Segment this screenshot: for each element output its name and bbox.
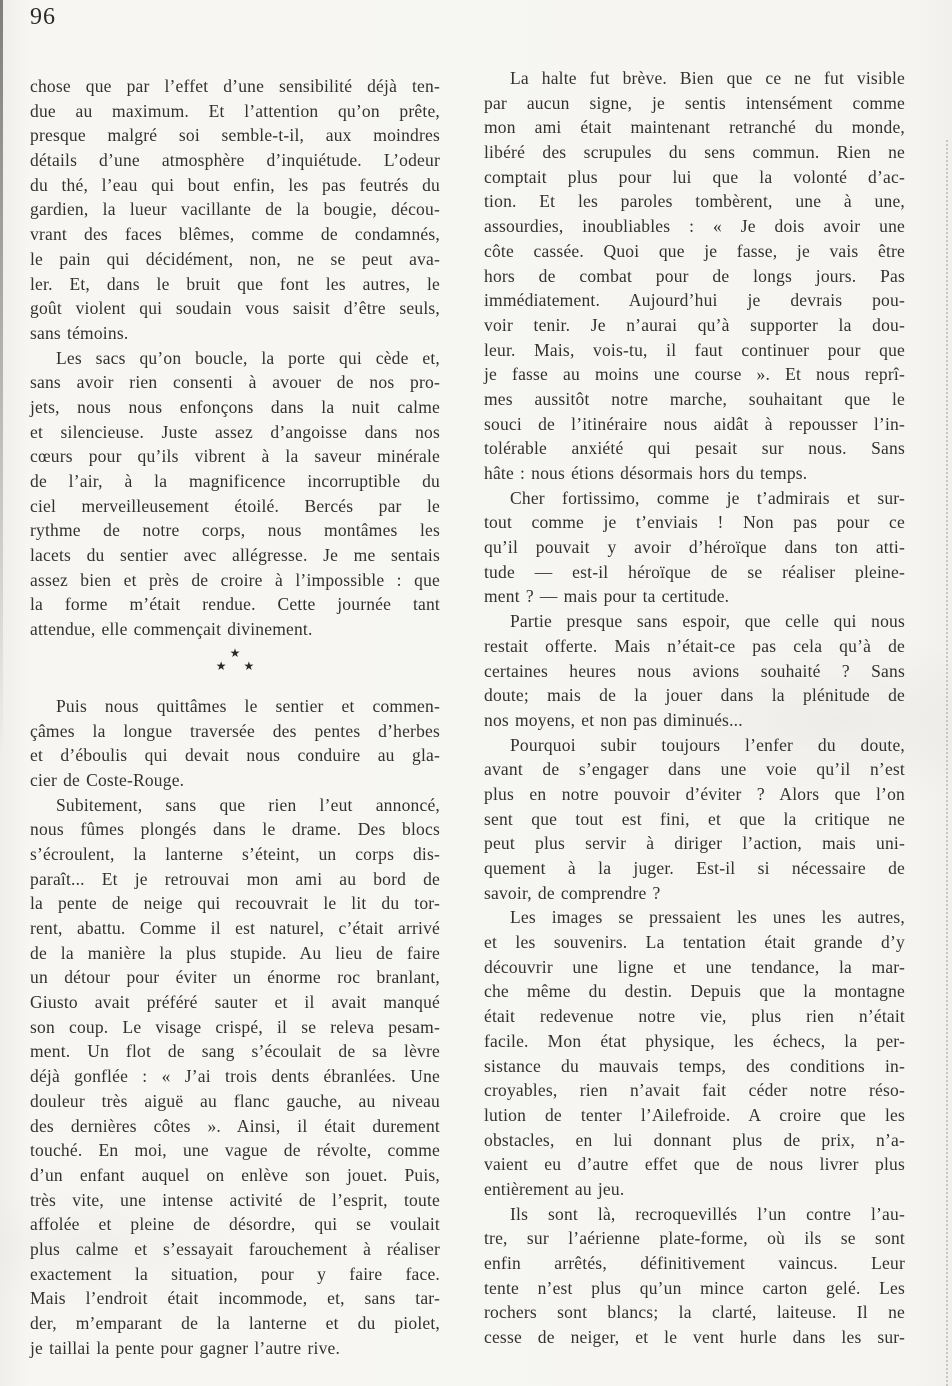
text-line: mon ami était maintenant retranché du monde, bbox=[484, 117, 905, 138]
text-line: nous fûmes plongés dans le drame. Des blocs bbox=[30, 819, 440, 840]
text-line: Les images se pressaient les unes les autres, bbox=[510, 907, 905, 928]
text-line: rythme de notre corps, nous montâmes les bbox=[30, 520, 440, 541]
text-line: par aucun signe, je sentis intensément comme bbox=[484, 92, 905, 113]
text-line: était redevenue notre vie, plus rien n’était bbox=[484, 1006, 905, 1027]
text-line: un détour pour éviter un énorme roc branlant, bbox=[30, 967, 440, 988]
text-line: le pain qui décidément, non, ne se peut ava- bbox=[30, 248, 440, 269]
text-line: côte cassée. Quoi que je fasse, je vais être bbox=[484, 240, 905, 261]
text-line: d’un enfant auquel on enlève son jouet. Puis, bbox=[30, 1164, 440, 1185]
text-line: lacets du sentier avec allégresse. Je me sentais bbox=[30, 545, 440, 566]
text-line: tout comme je t’enviais ! Non pas pour ce bbox=[484, 512, 905, 533]
text-line: Pourquoi subir toujours l’enfer du doute, bbox=[510, 734, 905, 755]
text-line: cier de Coste-Rouge. bbox=[30, 769, 185, 790]
text-line: détails d’une atmosphère d’inquiétude. L’odeur bbox=[30, 150, 440, 171]
scan-edge-artifact-right bbox=[946, 140, 948, 1386]
text-line: qu’il pouvait y avoir d’héroïque dans ton atti- bbox=[484, 537, 905, 558]
text-line: facile. Mon état physique, les échecs, la per- bbox=[484, 1030, 905, 1051]
text-line: je fasse au moins une course ». Et nous reprî- bbox=[484, 364, 905, 385]
text-line: sistance du mauvais temps, des conditions in- bbox=[484, 1055, 905, 1076]
star-icon: ★ ★ bbox=[215, 658, 262, 673]
text-line: la pente de neige qui recouvrait le lit du tor- bbox=[30, 893, 440, 914]
text-line: leur. Mais, vois-tu, il faut continuer pour que bbox=[484, 339, 905, 360]
text-line: assez bien et près de croire à l’impossible : que bbox=[30, 569, 440, 590]
text-line: presque malgré soi semble-t-il, aux moindres bbox=[30, 125, 440, 146]
text-line: che même du destin. Depuis que la montagne bbox=[484, 981, 905, 1002]
page-number: 96 bbox=[30, 4, 56, 30]
text-line: paraît... Et je retrouvai mon ami au bord de bbox=[30, 868, 440, 889]
text-line: cœurs pour qu’ils vibrent à la saveur minérale bbox=[30, 446, 440, 467]
text-line: voir tenir. Je n’aurai qu’à supporter la dou- bbox=[484, 314, 905, 335]
text-line: tion. Et les paroles tombèrent, une à une, bbox=[484, 191, 905, 212]
text-line: immédiatement. Aujourd’hui je devrais pou- bbox=[484, 290, 905, 311]
text-line: doute; mais de la jouer dans la plénitude de bbox=[484, 685, 905, 706]
text-line: souci de l’itinéraire nous aidât à repousser l’in- bbox=[484, 413, 905, 434]
text-line: obstacles, en lui donnant plus de prix, n’a- bbox=[484, 1129, 905, 1150]
text-line: rent, abattu. Comme il est naturel, c’était arrivé bbox=[30, 918, 440, 938]
text-line: déjà gonflée : « J’ai trois dents ébranlées. Une bbox=[30, 1066, 440, 1087]
text-line: Les sacs qu’on boucle, la porte qui cède et, bbox=[56, 347, 440, 368]
text-line: plus en notre pouvoir d’éviter ? Alors que l’on bbox=[484, 783, 905, 804]
text-line: Subitement, sans que rien l’eut annoncé, bbox=[56, 794, 440, 815]
text-line: Mais l’endroit était incommode, et, sans tar- bbox=[30, 1288, 440, 1309]
text-line: comptait plus pour lui que la volonté d’ac- bbox=[484, 166, 905, 187]
text-line: touché. En moi, une vague de révolte, comme bbox=[30, 1140, 440, 1161]
text-line: rochers sont blancs; la clarté, laiteuse. Il ne bbox=[484, 1302, 905, 1323]
text-line: quement à la juger. Est-il si nécessaire de bbox=[484, 858, 905, 878]
text-line: tude — est-il héroïque de se réaliser pleine- bbox=[484, 561, 905, 582]
text-line: vaient eu d’autre effet que de nous livrer plus bbox=[484, 1154, 905, 1175]
text-line: Giusto avait préféré sauter et il avait manqué bbox=[30, 992, 440, 1013]
text-line: enfin arrêtés, définitivement vaincus. Leur bbox=[484, 1253, 905, 1273]
text-line: goût violent qui soudain vous saisit d’être seuls, bbox=[30, 298, 440, 319]
text-line: sent que tout est fini, et que la critique ne bbox=[484, 808, 905, 829]
text-line: entièrement au jeu. bbox=[484, 1178, 625, 1199]
text-line: exactement la situation, pour y faire face. bbox=[30, 1263, 440, 1284]
right-text-column bbox=[484, 66, 905, 1350]
text-line: de la manière la plus stupide. Au lieu de faire bbox=[30, 942, 440, 963]
text-line: hors de combat pour de longs jours. Pas bbox=[484, 265, 905, 286]
text-line: çâmes la longue traversée des pentes d’herbes bbox=[30, 720, 440, 741]
text-line: vrant des faces blêmes, comme de condamnés, bbox=[30, 224, 440, 245]
text-line: découvrir une ligne et une tendance, la mar- bbox=[484, 956, 905, 977]
text-line: plus calme et s’essayait farouchement à réaliser bbox=[30, 1238, 440, 1259]
text-line: ment. Un flot de sang s’écoulait de sa lèvre bbox=[30, 1041, 440, 1062]
text-line: ciel merveilleusement étoilé. Bercés par le bbox=[30, 495, 440, 516]
text-line: cesse de neiger, et le vent hurle dans les sur- bbox=[484, 1327, 905, 1348]
text-line: son coup. Le visage crispé, il se releva pesam- bbox=[30, 1016, 440, 1037]
text-line: savoir, de comprendre ? bbox=[484, 882, 661, 903]
star-icon: ★ bbox=[229, 645, 241, 660]
text-line: ment ? — mais pour ta certitude. bbox=[484, 586, 730, 607]
text-line: restait offerte. Mais n’était-ce pas cela qu’à de bbox=[484, 635, 905, 656]
left-text-column bbox=[30, 74, 440, 1360]
text-line: la forme m’était rendue. Cette journée tant bbox=[30, 594, 440, 615]
text-line: très vite, une intense activité de l’esprit, toute bbox=[30, 1189, 440, 1210]
text-line: attendue, elle commençait divinement. bbox=[30, 619, 313, 640]
text-line: du thé, l’eau qui bout enfin, les pas feutrés du bbox=[30, 174, 440, 195]
text-line: tolérable anxiété qui pesait sur nous. Sans bbox=[484, 438, 905, 459]
text-line: tente n’est plus qu’un mince carton gelé. Les bbox=[484, 1277, 905, 1298]
text-line: Puis nous quittâmes le sentier et commen- bbox=[56, 695, 440, 716]
text-line: et silencieuse. Juste assez d’angoisse dans nos bbox=[30, 421, 440, 442]
text-line: sans avoir rien consenti à avouer de nos pro- bbox=[30, 372, 440, 393]
text-line: nos moyens, et non pas diminués... bbox=[484, 709, 743, 730]
text-line: douleur très aiguë au flanc gauche, au niveau bbox=[30, 1090, 440, 1111]
text-line: s’écroulent, la lanterne s’éteint, un corps dis- bbox=[30, 843, 440, 864]
text-line: due au maximum. Et l’attention qu’on prête, bbox=[30, 100, 440, 121]
text-line: tre, sur l’aérienne plate-forme, où ils se sont bbox=[484, 1228, 905, 1249]
text-line: jets, nous nous enfonçons dans la nuit calme bbox=[30, 396, 440, 417]
asterism-separator bbox=[30, 642, 440, 694]
text-line: der, m’emparant de la lanterne et du piolet, bbox=[30, 1313, 440, 1333]
text-line: de l’air, à la magnificence incorruptible du bbox=[30, 471, 440, 491]
text-line: je taillai la pente pour gagner l’autre rive. bbox=[30, 1337, 341, 1358]
text-line: Ils sont là, recroquevillés l’un contre l’au- bbox=[510, 1203, 905, 1224]
text-line: des dernières côtes ». Ainsi, il était durement bbox=[30, 1115, 440, 1136]
text-line: affolée et pleine de désordre, qui se voulait bbox=[30, 1214, 440, 1235]
text-line: gardien, la lueur vacillante de la bougie, décou- bbox=[30, 199, 440, 220]
text-line: avant de s’engager dans une voie qu’il n’est bbox=[484, 759, 905, 780]
text-line: assourdies, inoubliables : « Je dois avoir une bbox=[484, 216, 905, 237]
text-line: libéré des scrupules du sens commun. Rien ne bbox=[484, 142, 905, 163]
text-line: croyables, rien n’avait fait céder notre réso- bbox=[484, 1080, 905, 1101]
text-line: La halte fut brève. Bien que ce ne fut visible bbox=[510, 68, 905, 88]
text-line: certaines heures nous avions souhaité ? Sans bbox=[484, 660, 905, 681]
text-line: Cher fortissimo, comme je t’admirais et sur- bbox=[510, 487, 905, 508]
text-line: ler. Et, dans le bruit que font les autres, le bbox=[30, 273, 440, 294]
text-line: lution de tenter l’Ailefroide. A croire que les bbox=[484, 1104, 905, 1125]
text-line: chose que par l’effet d’une sensibilité déjà ten- bbox=[30, 76, 440, 96]
text-line: hâte : nous étions désormais hors du temps. bbox=[484, 463, 808, 483]
text-line: et les souvenirs. La tentation était grande d’y bbox=[484, 932, 905, 953]
text-line: Partie presque sans espoir, que celle qui nous bbox=[510, 611, 905, 632]
scan-edge-artifact-left bbox=[0, 0, 3, 760]
text-line: et d’éboulis qui devait nous conduire au gla- bbox=[30, 745, 440, 766]
text-line: sans témoins. bbox=[30, 322, 129, 343]
text-line: peut plus servir à diriger l’action, mais uni- bbox=[484, 833, 905, 854]
text-line: mes aussitôt notre marche, souhaitant que le bbox=[484, 388, 905, 409]
